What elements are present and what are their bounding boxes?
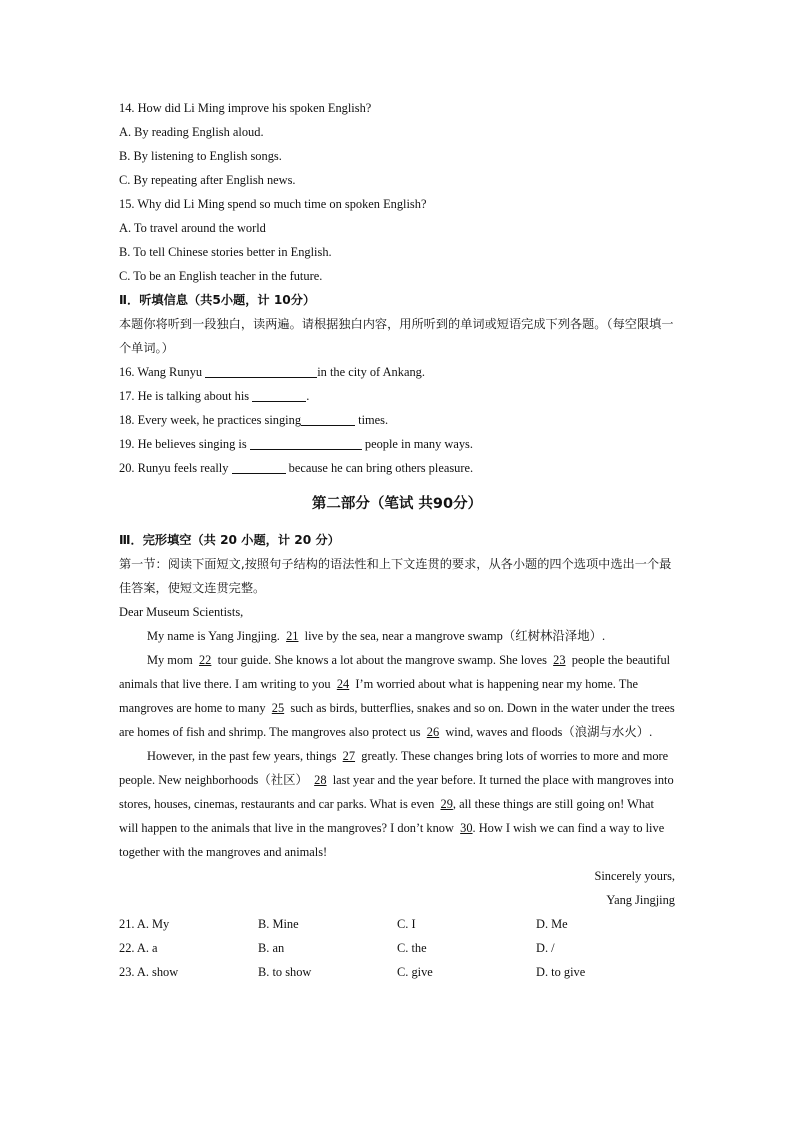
fill-item-suffix: times. xyxy=(358,413,389,427)
letter-signature: Yang Jingjing xyxy=(606,893,675,907)
choice-d[interactable]: D. to give xyxy=(536,965,586,979)
option-b: B. To tell Chinese stories better in English. xyxy=(119,245,332,259)
answer-blank[interactable] xyxy=(250,435,362,450)
blank-26[interactable]: 26 xyxy=(426,725,440,739)
fill-item-19 xyxy=(119,432,675,456)
blank-29[interactable]: 29 xyxy=(440,797,453,811)
choice-c[interactable]: C. the xyxy=(397,941,427,955)
letter-closing: Sincerely yours, xyxy=(594,869,675,883)
blank-21[interactable]: 21 xyxy=(286,629,299,643)
section-2-instruction: 本题你将听到一段独白，读两遍。请根据独白内容，用所听到的单词或短语完成下列各题。（每空限填一个单词。） xyxy=(119,317,674,355)
letter-paragraph-1 xyxy=(119,624,675,648)
fill-item-17 xyxy=(119,384,675,408)
passage-text: I’m worried about what is happening near my home. The mangroves are home to many xyxy=(119,677,639,715)
passage-text: , all these things are still going on! What will happen to the animals that live in the mangroves? I don’t know xyxy=(119,797,654,835)
passage-text: such as birds, butterflies, snakes and so on. Down in the water under the trees are homes of fish and shrimp. The mangroves also protect us xyxy=(119,701,675,739)
fill-item-suffix: . xyxy=(306,389,310,403)
section-3-heading: Ⅲ．完形填空（共 20 小题，计 20 分） xyxy=(119,533,340,547)
choice-row-22 xyxy=(119,936,675,960)
blank-28[interactable]: 28 xyxy=(314,773,327,787)
passage-text: people the beautiful animals that live there. I am writing to you xyxy=(119,653,671,691)
blank-30[interactable]: 30 xyxy=(460,821,473,835)
choice-b[interactable]: B. to show xyxy=(258,965,312,979)
fill-item-prefix: 18. Every week, he practices singing xyxy=(119,413,302,427)
fill-item-suffix: people in many ways. xyxy=(364,437,473,451)
passage-text: . How I wish we can find a way to live together with the mangroves and animals! xyxy=(119,821,665,859)
choice-b[interactable]: B. Mine xyxy=(258,917,299,931)
fill-item-18 xyxy=(119,408,675,432)
option-c: C. To be an English teacher in the future. xyxy=(119,269,323,283)
option-a: A. To travel around the world xyxy=(119,221,266,235)
answer-blank[interactable] xyxy=(232,459,286,474)
question-stem: 15. Why did Li Ming spend so much time on spoken English? xyxy=(119,197,427,211)
passage-text: My mom xyxy=(147,653,193,667)
choice-c[interactable]: C. give xyxy=(397,965,433,979)
blank-25[interactable]: 25 xyxy=(271,701,285,715)
answer-blank[interactable] xyxy=(205,363,317,378)
fill-item-prefix: 20. Runyu feels really xyxy=(119,461,229,475)
choice-b[interactable]: B. an xyxy=(258,941,285,955)
choice-c[interactable]: C. I xyxy=(397,917,416,931)
letter-paragraph-3 xyxy=(119,744,675,864)
answer-blank[interactable] xyxy=(252,387,306,402)
blank-22[interactable]: 22 xyxy=(198,653,212,667)
passage-text: last year and the year before. It turned the place with mangroves into stores, houses, cinemas, restaurants and car parks. What is even xyxy=(119,773,674,811)
fill-item-prefix: 17. He is talking about his xyxy=(119,389,250,403)
passage-text: greatly. These changes bring lots of worries to more and more people. New neighborhoods（社区） xyxy=(119,749,669,787)
blank-27[interactable]: 27 xyxy=(342,749,356,763)
choice-row-23 xyxy=(119,960,675,984)
fill-item-16 xyxy=(119,360,675,384)
fill-item-suffix: because he can bring others pleasure. xyxy=(288,461,474,475)
exam-page xyxy=(119,96,675,984)
fill-item-prefix: 19. He believes singing is xyxy=(119,437,247,451)
blank-23[interactable]: 23 xyxy=(553,653,566,667)
passage-text: live by the sea, near a mangrove swamp（红树林沿泽地）. xyxy=(304,629,606,643)
passage-text: wind, waves and floods（浪湖与水火）. xyxy=(445,725,653,739)
question-stem: 14. How did Li Ming improve his spoken English? xyxy=(119,101,372,115)
option-b: B. By listening to English songs. xyxy=(119,149,282,163)
fill-item-20 xyxy=(119,456,675,480)
fill-item-prefix: 16. Wang Runyu xyxy=(119,365,203,379)
letter-paragraph-2 xyxy=(119,648,675,744)
passage-text: tour guide. She knows a lot about the mangrove swamp. She loves xyxy=(217,653,547,667)
question-15 xyxy=(119,192,675,288)
option-a: A. By reading English aloud. xyxy=(119,125,264,139)
fill-item-suffix: in the city of Ankang. xyxy=(317,365,425,379)
question-14 xyxy=(119,96,675,192)
answer-blank[interactable] xyxy=(301,411,355,426)
blank-24[interactable]: 24 xyxy=(336,677,350,691)
choice-a[interactable]: 21. A. My xyxy=(119,917,170,931)
letter-salutation: Dear Museum Scientists, xyxy=(119,605,244,619)
choice-d[interactable]: D. Me xyxy=(536,917,568,931)
choice-a[interactable]: 22. A. a xyxy=(119,941,158,955)
passage-text: My name is Yang Jingjing. xyxy=(147,629,280,643)
choice-d[interactable]: D. / xyxy=(536,941,555,955)
part-2-title: 第二部分（笔试 共90分） xyxy=(311,496,483,512)
section-3-instruction: 第一节：阅读下面短文,按照句子结构的语法性和上下文连贯的要求，从各小题的四个选项中选出一个最佳答案，使短文连贯完整。 xyxy=(119,557,672,595)
choice-a[interactable]: 23. A. show xyxy=(119,965,179,979)
choice-row-21 xyxy=(119,912,675,936)
section-2-heading: Ⅱ．听填信息（共5小题，计 10分） xyxy=(119,293,316,307)
passage-text: However, in the past few years, things xyxy=(147,749,337,763)
option-c: C. By repeating after English news. xyxy=(119,173,296,187)
